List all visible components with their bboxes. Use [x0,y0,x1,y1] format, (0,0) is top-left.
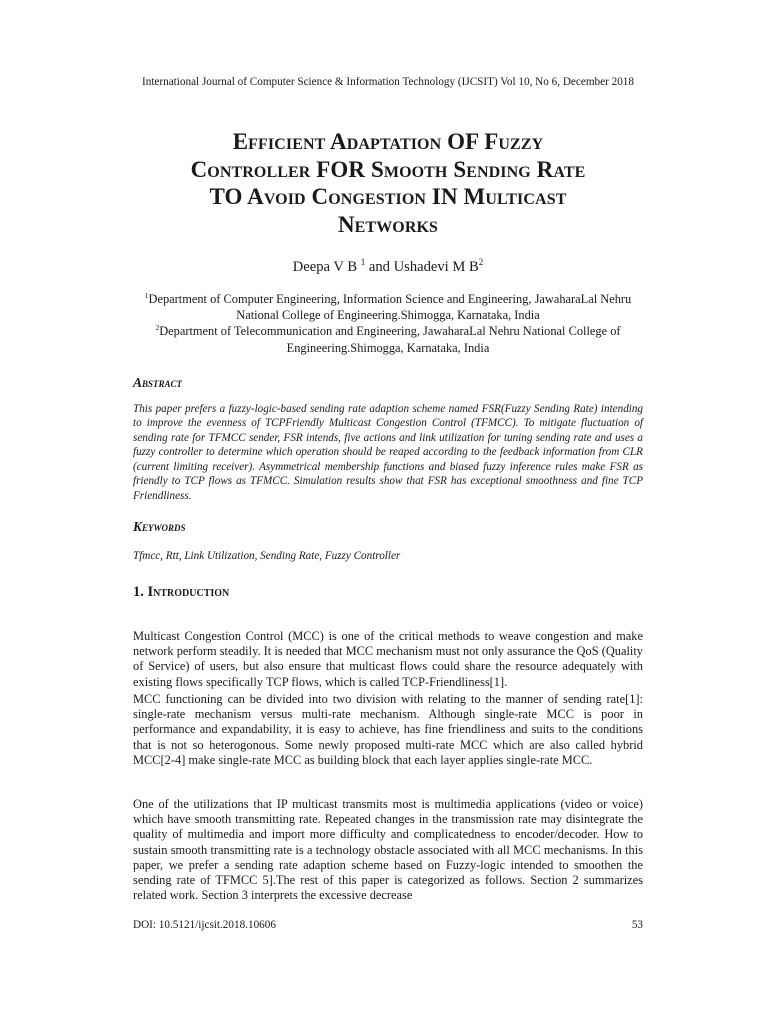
author-list [133,258,643,276]
affiliation-line [126,323,650,339]
affiliation-marker: 2 [155,323,160,333]
affiliation-line [126,291,650,307]
affiliation-text: Department of Telecommunication and Engineering, JawaharaLal Nehru National College of [159,324,621,339]
abstract-heading: Abstract [133,375,183,390]
title-line: Networks [337,211,439,237]
title-line: TO Avoid Congestion IN Multicast [209,184,567,210]
running-header: International Journal of Computer Science & Information Technology (IJCSIT) Vol 10, No 6, December 2018 [142,76,634,88]
paper-title [133,128,643,238]
affiliation-text: Department of Computer Engineering, Information Science and Engineering, JawaharaLal Nehru [148,292,632,306]
affiliations [126,291,650,356]
introduction-heading: 1. Introduction [133,584,230,600]
keywords-text: Tfmcc, Rtt, Link Utilization, Sending Rate, Fuzzy Controller [133,550,401,562]
title-line: Controller FOR Smooth Sending Rate [190,156,586,182]
affiliation-line: Engineering.Shimogga, Karnataka, India [286,340,490,355]
affiliation-line: National College of Engineering.Shimogga, Karnataka, India [236,308,540,323]
title-line: Efficient Adaptation OF Fuzzy [232,129,544,154]
author-conjunction: and [368,259,390,275]
author-affiliation-marker: 1 [360,257,366,267]
body-paragraph: One of the utilizations that IP multicast transmits most is multimedia applications (video or voice) which have smooth transmitting rate. Repeated changes in the transmission rate may disintegrate the quality of multimedia and import more difficulty and complicatedness to encoder/decoder. How to sustain smooth transmitting rate is a technology obstacle associated with all MCC mechanisms. In this paper, we prefer a sending rate adaption scheme based on Fuzzy-logic intended to smoothen the sending rate of TFMCC 5].The rest of this paper is categorized as follows. Section 2 summarizes related work. Section 3 interprets the excessive decrease [133,797,643,903]
author-name: Ushadevi M B [393,259,479,275]
page-number: 53 [631,919,643,931]
abstract-text: This paper prefers a fuzzy-logic-based sending rate adaption scheme named FSR(Fuzzy Sending Rate) intending to improve the evenness of TCPFriendly Multicast Congestion Control (TFMCC). To mitigate fluctuation of sending rate for TFMCC sender, FSR intends, five actions and link utilization for tuning sending rate and uses a fuzzy controller to determine which operation should be reaped according to the feedback information from CLR (current limiting receiver). Asymmetrical membership functions and biased fuzzy inference rules make FSR as friendly to TCP flows as TFMCC. Simulation results show that FSR has exceptional smoothness and fine TCP Friendliness. [133,403,643,502]
author-name: Deepa V B [292,259,358,275]
author-affiliation-marker: 2 [478,257,484,267]
affiliation-marker: 1 [144,291,149,300]
body-paragraph: Multicast Congestion Control (MCC) is one of the critical methods to weave congestion and make network perform steadily. It is needed that MCC mechanism must not only assurance the QoS (Quality of Service) of users, but also ensure that multicast flows could share the resource adequately with existing flows specifically TCP flows, which is called TCP-Friendliness[1]. [133,629,643,689]
doi-footer: DOI: 10.5121/ijcsit.2018.10606 [133,919,276,931]
keywords-heading: Keywords [133,519,186,534]
body-paragraph: MCC functioning can be divided into two division with relating to the manner of sending rate[1]: single-rate mechanism versus multi-rate mechanism. Although single-rate MCC is poor in performance and expandability, it is easy to achieve, has fine friendliness and suits to the conditions that is not so heterogonous. Some newly proposed multi-rate MCC which are also called hybrid MCC[2-4] make single-rate MCC as building block that each layer applies single-rate MCC. [133,692,643,767]
